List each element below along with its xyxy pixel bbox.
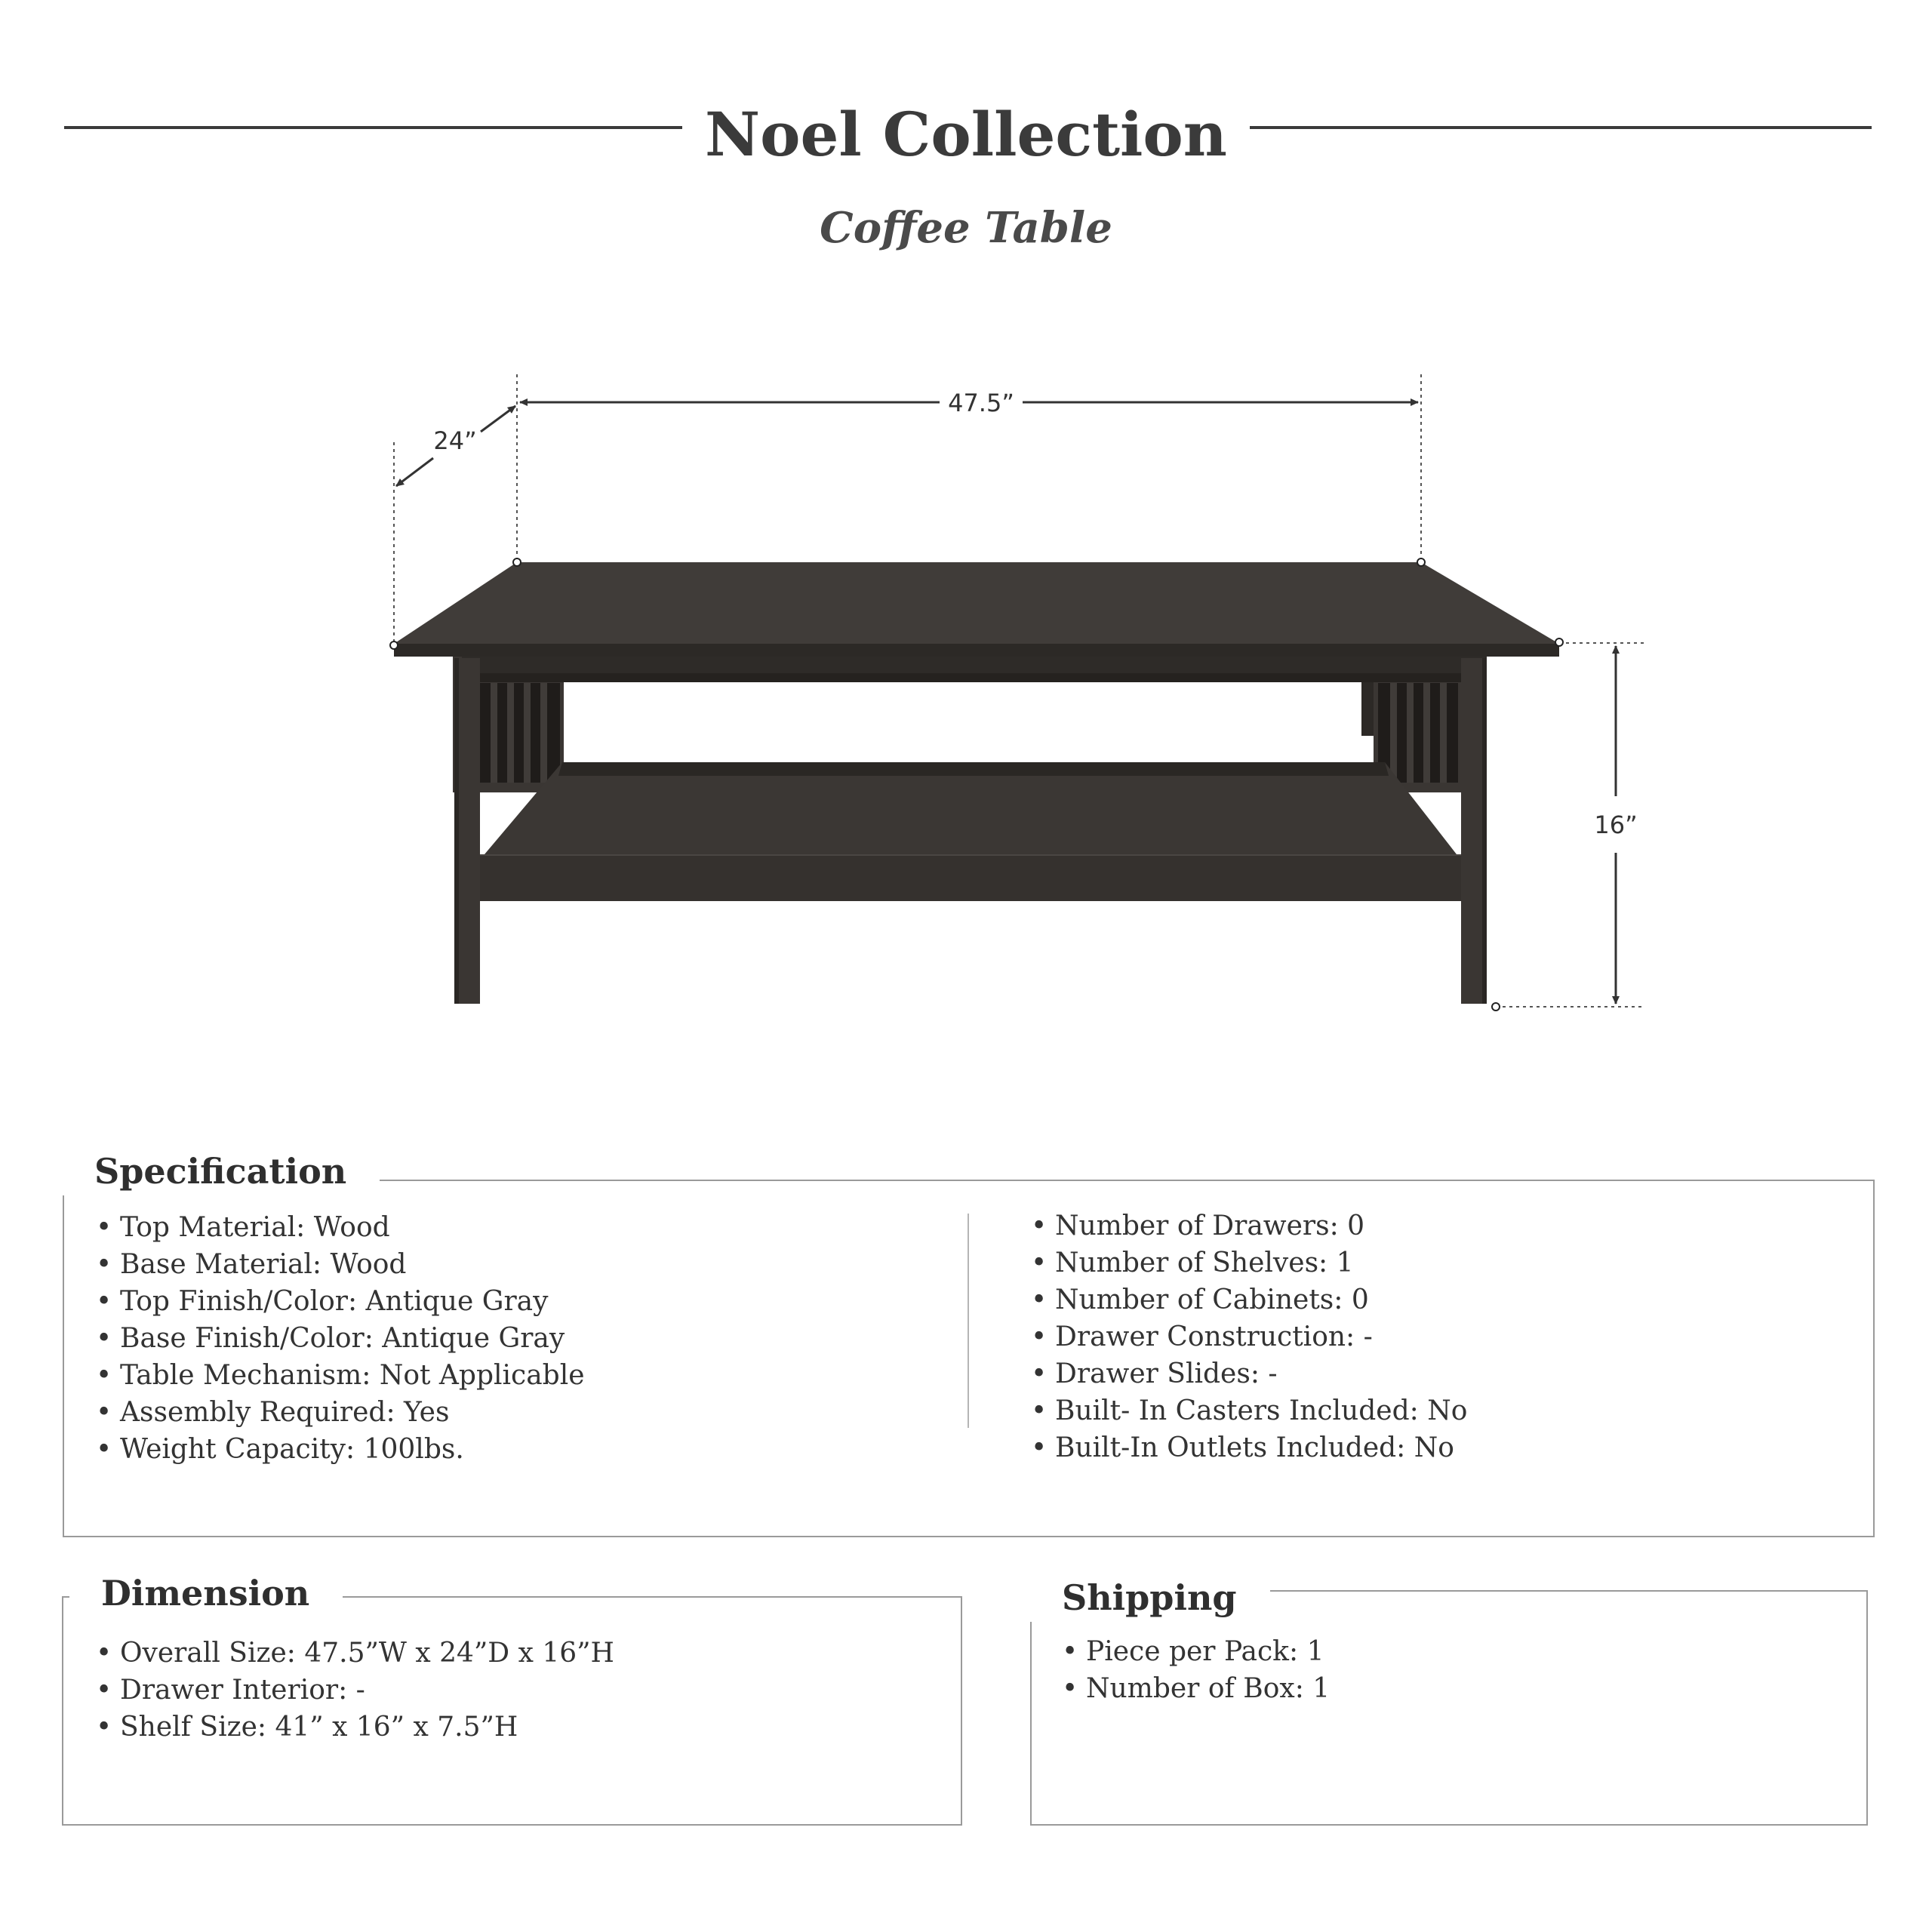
list-item: • Assembly Required: Yes	[96, 1394, 585, 1431]
list-item: • Overall Size: 47.5”W x 24”D x 16”H	[96, 1635, 614, 1672]
shipping-title: Shipping	[1030, 1574, 1270, 1622]
shipping-list	[1062, 1633, 1330, 1707]
apron	[462, 657, 1487, 682]
list-item: • Drawer Construction: -	[1031, 1318, 1467, 1355]
list-item: • Top Finish/Color: Antique Gray	[96, 1283, 585, 1320]
bottom-shelf	[480, 762, 1461, 901]
specification-divider	[968, 1214, 969, 1428]
list-item: • Base Finish/Color: Antique Gray	[96, 1320, 585, 1357]
width-label: 47.5”	[948, 389, 1014, 417]
list-item: • Drawer Interior: -	[96, 1672, 614, 1709]
list-item: • Top Material: Wood	[96, 1209, 585, 1246]
shipping-box	[1030, 1590, 1868, 1826]
list-item: • Built- In Casters Included: No	[1031, 1392, 1467, 1429]
list-item: • Number of Shelves: 1	[1031, 1244, 1467, 1281]
list-item: • Weight Capacity: 100lbs.	[96, 1431, 585, 1468]
list-item: • Built-In Outlets Included: No	[1031, 1429, 1467, 1466]
list-item: • Number of Cabinets: 0	[1031, 1281, 1467, 1318]
list-item: • Number of Box: 1	[1062, 1670, 1330, 1707]
list-item: • Shelf Size: 41” x 16” x 7.5”H	[96, 1709, 614, 1746]
list-item: • Number of Drawers: 0	[1031, 1208, 1467, 1244]
specification-list-left	[96, 1209, 585, 1468]
page-title: Noel Collection	[0, 89, 1932, 180]
list-item: • Piece per Pack: 1	[1062, 1633, 1330, 1670]
specification-title: Specification	[63, 1147, 380, 1195]
dimension-list	[96, 1635, 614, 1746]
list-item: • Table Mechanism: Not Applicable	[96, 1357, 585, 1394]
dimension-title: Dimension	[69, 1569, 343, 1617]
specification-list-right	[1031, 1208, 1467, 1466]
list-item: • Base Material: Wood	[96, 1246, 585, 1283]
height-label: 16”	[1594, 811, 1638, 839]
page-subtitle: Coffee Table	[820, 203, 1112, 253]
table-top	[394, 562, 1559, 657]
list-item: • Drawer Slides: -	[1031, 1355, 1467, 1392]
depth-label: 24”	[433, 426, 477, 455]
